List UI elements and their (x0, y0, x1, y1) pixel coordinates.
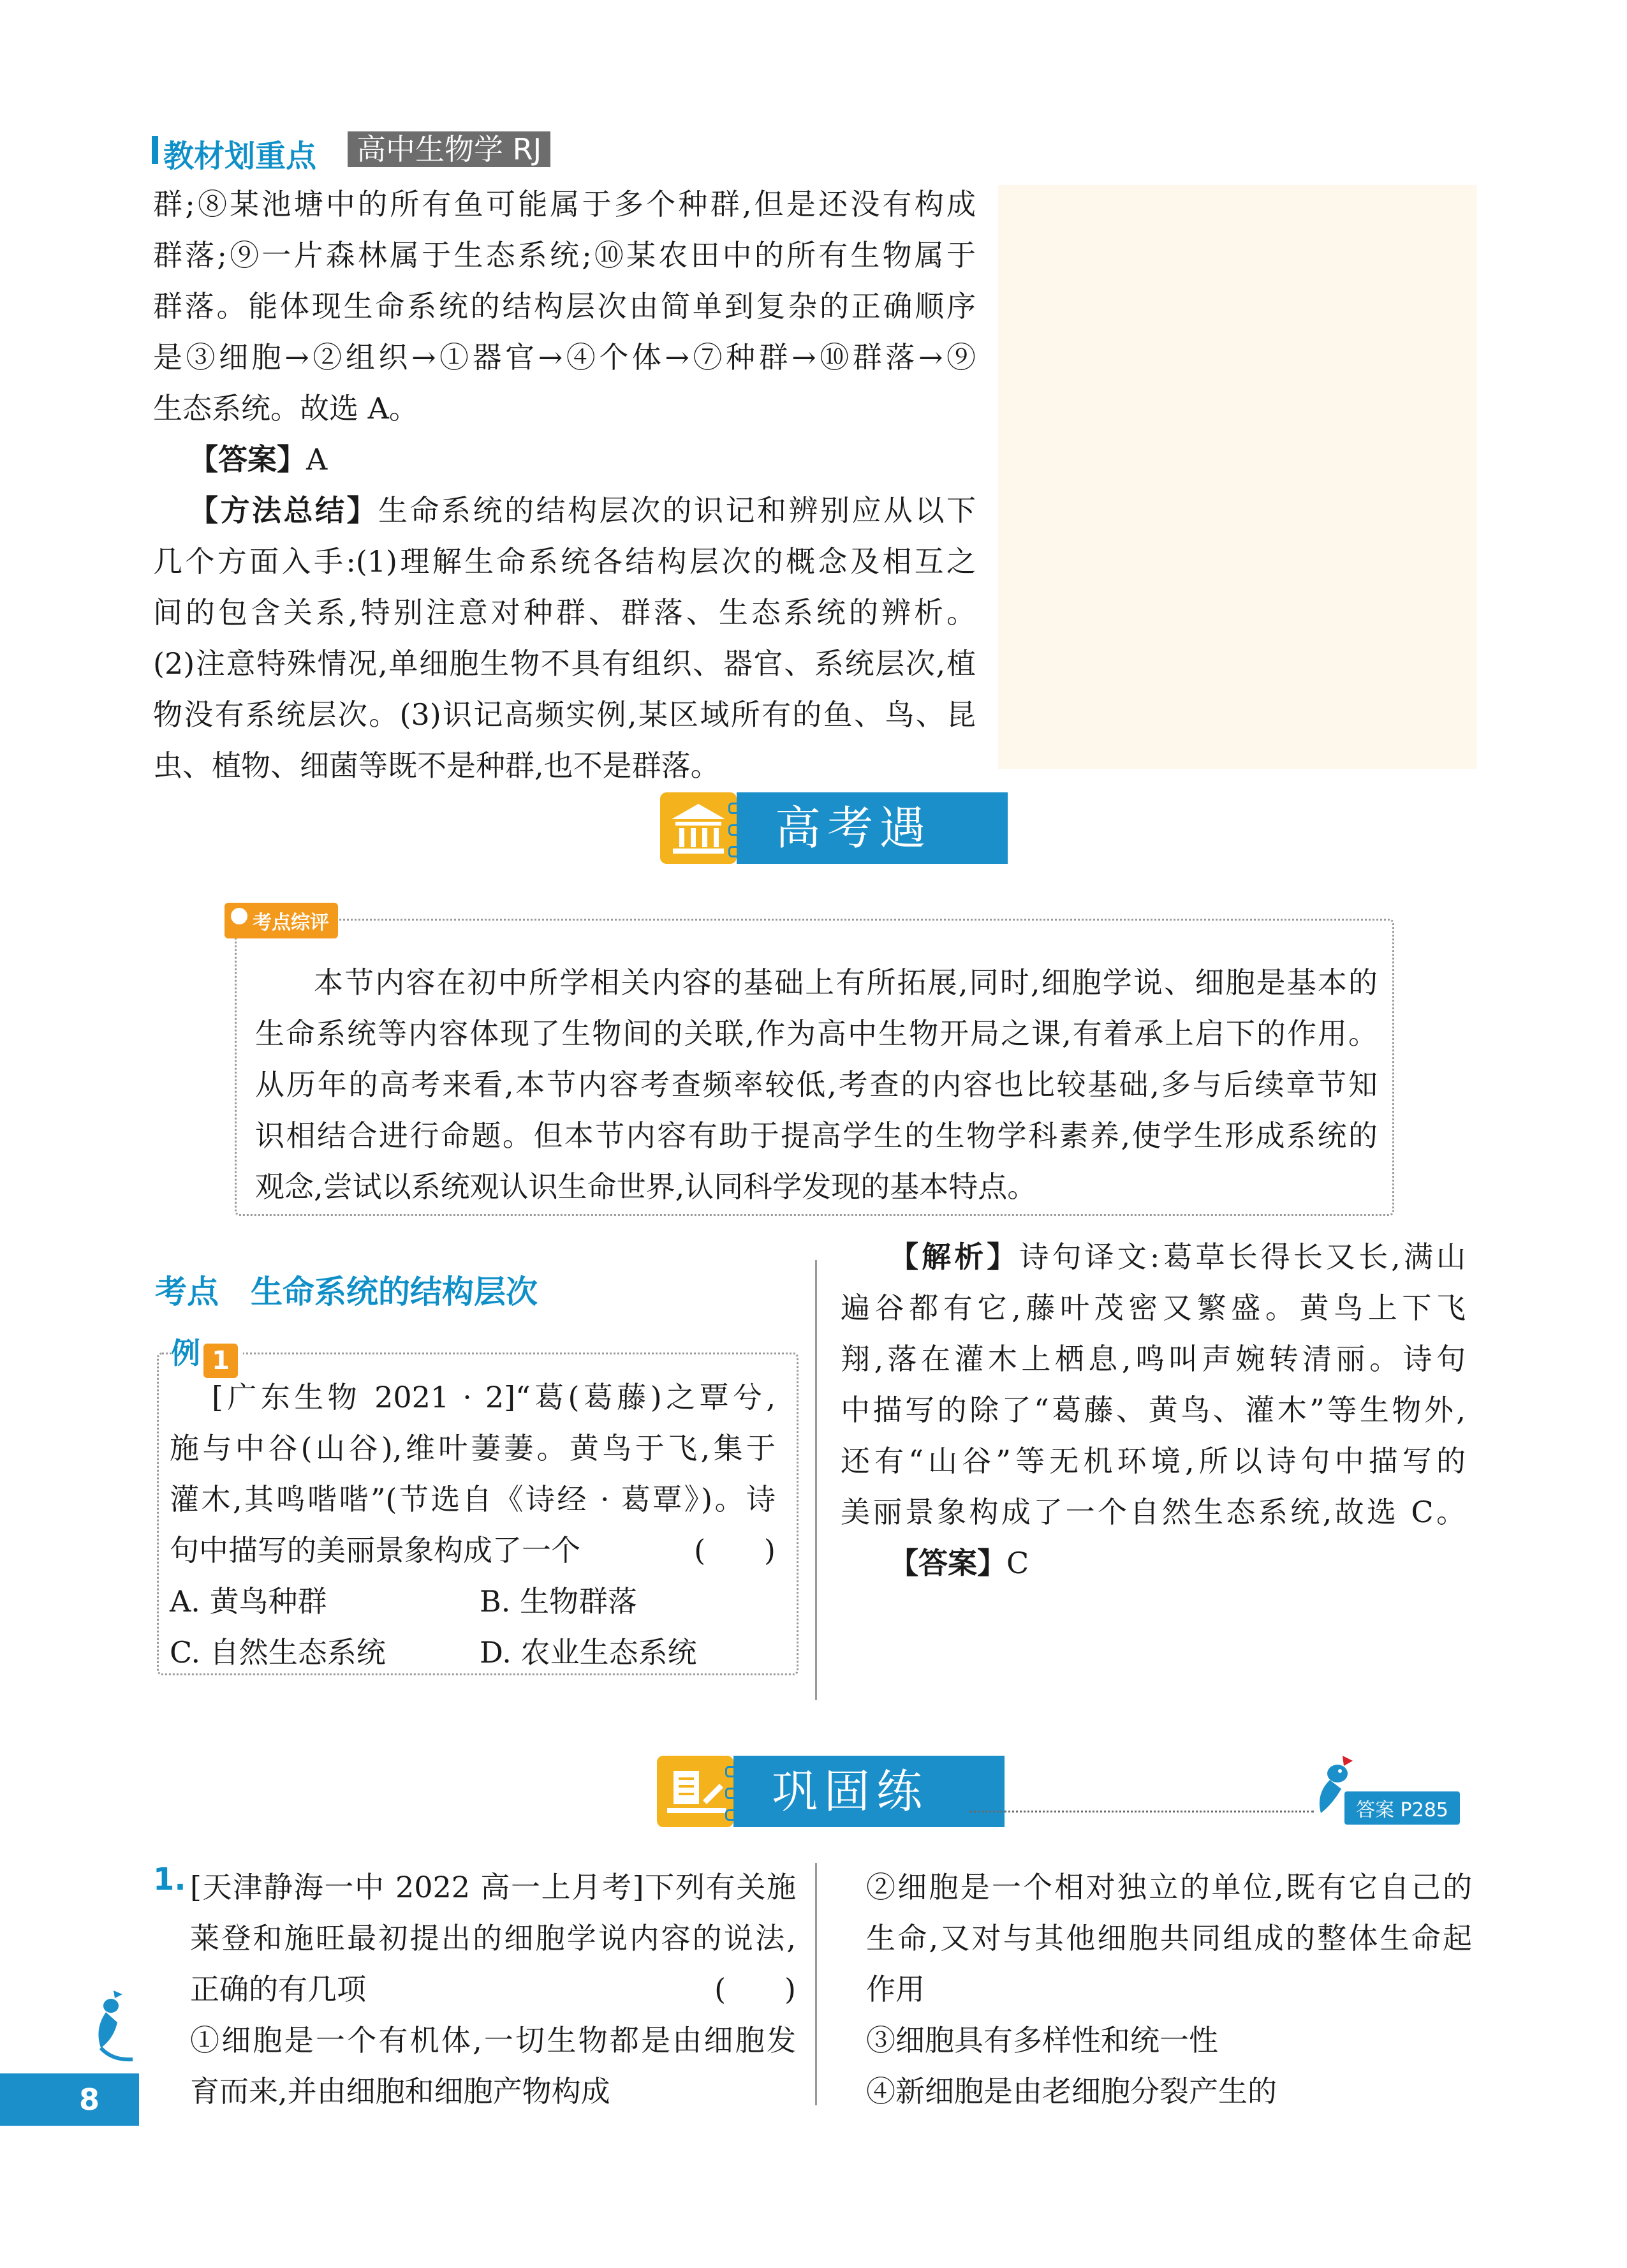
option-a: A. 黄鸟种群 (170, 1584, 327, 1619)
column-divider (815, 1260, 817, 1700)
kaodian-heading: 考点 生命系统的结构层次 (155, 1273, 538, 1310)
section-banner-practice: 巩固练 (733, 1756, 1005, 1827)
text-line: 几个方面入手:(1)理解生命系统各结构层次的概念及相互之 (153, 544, 976, 579)
text-line: 是③细胞→②组织→①器官→④个体→⑦种群→⑩群落→⑨ (153, 340, 976, 374)
binder-rings (728, 803, 749, 857)
question-number: 1. (153, 1862, 186, 1897)
text-line: 莱登和施旺最初提出的细胞学说内容的说法, (190, 1921, 796, 1955)
top-paragraph (153, 179, 976, 434)
question-stem (190, 1862, 796, 2117)
text-line: (2)注意特殊情况,单细胞生物不具有组织、器官、系统层次,植 (153, 646, 976, 681)
method-label: 【方法总结】 (189, 493, 378, 528)
column-divider (815, 1863, 817, 2105)
text-line: ③细胞具有多样性和统一性 (866, 2023, 1218, 2057)
answer-value: A (306, 442, 328, 477)
option-b: B. 生物群落 (480, 1584, 638, 1619)
owl-icon (231, 908, 247, 924)
answer-reference-tag: 答案 P285 (1344, 1791, 1460, 1825)
method-summary (153, 485, 976, 791)
option-c: C. 自然生态系统 (170, 1635, 386, 1670)
question-items-right (866, 1862, 1472, 2117)
text-line: 间的包含关系,特别注意对种群、群落、生态系统的辨析。 (153, 595, 976, 630)
options-row (170, 1576, 776, 1627)
text-line: 群落。能体现生命系统的结构层次由简单到复杂的正确顺序 (153, 289, 976, 323)
text-line: 群;⑧某池塘中的所有鱼可能属于多个种群,但是还没有构成 (153, 187, 976, 221)
text-line: 识相结合进行命题。但本节内容有助于提高学生的生物学科素养,使学生形成系统的 (255, 1118, 1378, 1153)
section-banner-gaokao: 高考遇 (737, 792, 1008, 864)
text-line: ④新细胞是由老细胞分裂产生的 (866, 2074, 1277, 2109)
text-line: 虫、植物、细菌等既不是种群,也不是群落。 (153, 748, 720, 783)
answer-label: 【答案】 (889, 1546, 1006, 1580)
review-text (255, 957, 1378, 1212)
text-line: 观念,尝试以系统观认识生命世界,认同科学发现的基本特点。 (255, 1169, 1037, 1204)
text-line: ①细胞是一个有机体,一切生物都是由细胞发 (190, 2023, 796, 2057)
text-line: 物没有系统层次。(3)识记高频实例,某区域所有的鱼、鸟、昆 (153, 697, 976, 732)
text-line: 育而来,并由细胞和细胞产物构成 (190, 2074, 610, 2109)
side-note-panel (998, 185, 1476, 769)
text-line: 【解析】诗句译文:葛草长得长又长,满山 (889, 1240, 1466, 1274)
example-stem (170, 1372, 776, 1678)
analysis-label: 【解析】 (889, 1240, 1020, 1274)
answer-line (841, 1538, 1466, 1589)
text-line: 施与中谷(山谷),维叶萋萋。黄鸟于飞,集于 (170, 1431, 776, 1465)
text-line: 生命,又对与其他细胞共同组成的整体生命起 (866, 1921, 1472, 1955)
header-accent-bar (152, 136, 158, 164)
text-line: 生命系统等内容体现了生物间的关联,作为高中生物开局之课,有着承上启下的作用。 (255, 1016, 1378, 1051)
options-row (170, 1627, 776, 1678)
text-line: ②细胞是一个相对独立的单位,既有它自己的 (866, 1870, 1472, 1904)
mascot-icon (82, 1984, 152, 2070)
text-line: 遍谷都有它,藤叶茂密又繁盛。黄鸟上下飞 (841, 1291, 1466, 1325)
header-subject: 高中生物学 RJ (348, 131, 550, 167)
option-d: D. 农业生态系统 (480, 1635, 697, 1670)
text-line: 从历年的高考来看,本节内容考查频率较低,考查的内容也比较基础,多与后续章节知 (255, 1067, 1378, 1102)
text-line: 灌木,其鸣喈喈”(节选自《诗经 · 葛覃》)。诗 (170, 1482, 776, 1516)
review-tag: 考点综评 (225, 903, 338, 938)
text-line: 翔,落在灌木上栖息,鸣叫声婉转清丽。诗句 (841, 1342, 1466, 1376)
text-line: 中描写的除了“葛藤、黄鸟、灌木”等生物外, (841, 1393, 1466, 1427)
dotted-leader (969, 1811, 1314, 1812)
example-tag: 例 1 (171, 1330, 243, 1378)
classical-building-icon (660, 792, 737, 864)
header-brand: 教材划重点 (163, 138, 317, 174)
answer-paren: ( ) (714, 1972, 796, 2006)
answer-value: C (1006, 1546, 1029, 1580)
binder-rings (725, 1766, 746, 1821)
text-line: 美丽景象构成了一个自然生态系统,故选 C。 (841, 1495, 1466, 1529)
answer-label: 【答案】 (189, 442, 306, 477)
study-desk-icon (657, 1756, 733, 1827)
text-line: 生态系统。故选 A。 (153, 391, 418, 426)
text-line: [广东生物 2021 · 2]“葛(葛藤)之覃兮, (212, 1380, 776, 1414)
text-line: 还有“山谷”等无机环境,所以诗句中描写的 (841, 1444, 1466, 1478)
text-line: [天津静海一中 2022 高一上月考]下列有关施 (190, 1870, 796, 1904)
analysis (841, 1231, 1466, 1589)
text-line: 作用 (866, 1972, 925, 2006)
answer-line (189, 434, 327, 485)
text-line: 本节内容在初中所学相关内容的基础上有所拓展,同时,细胞学说、细胞是基本的 (314, 965, 1378, 1000)
text-line: 群落;⑨一片森林属于生态系统;⑩某农田中的所有生物属于 (153, 238, 976, 272)
text-line: 句中描写的美丽景象构成了一个 ( ) (170, 1525, 776, 1576)
answer-paren: ( ) (694, 1533, 776, 1568)
page-number: 8 (0, 2073, 139, 2126)
text-line: 【方法总结】生命系统的结构层次的识记和辨别应从以下 (189, 493, 976, 528)
text-line: 正确的有几项 ( ) (190, 1964, 796, 2015)
